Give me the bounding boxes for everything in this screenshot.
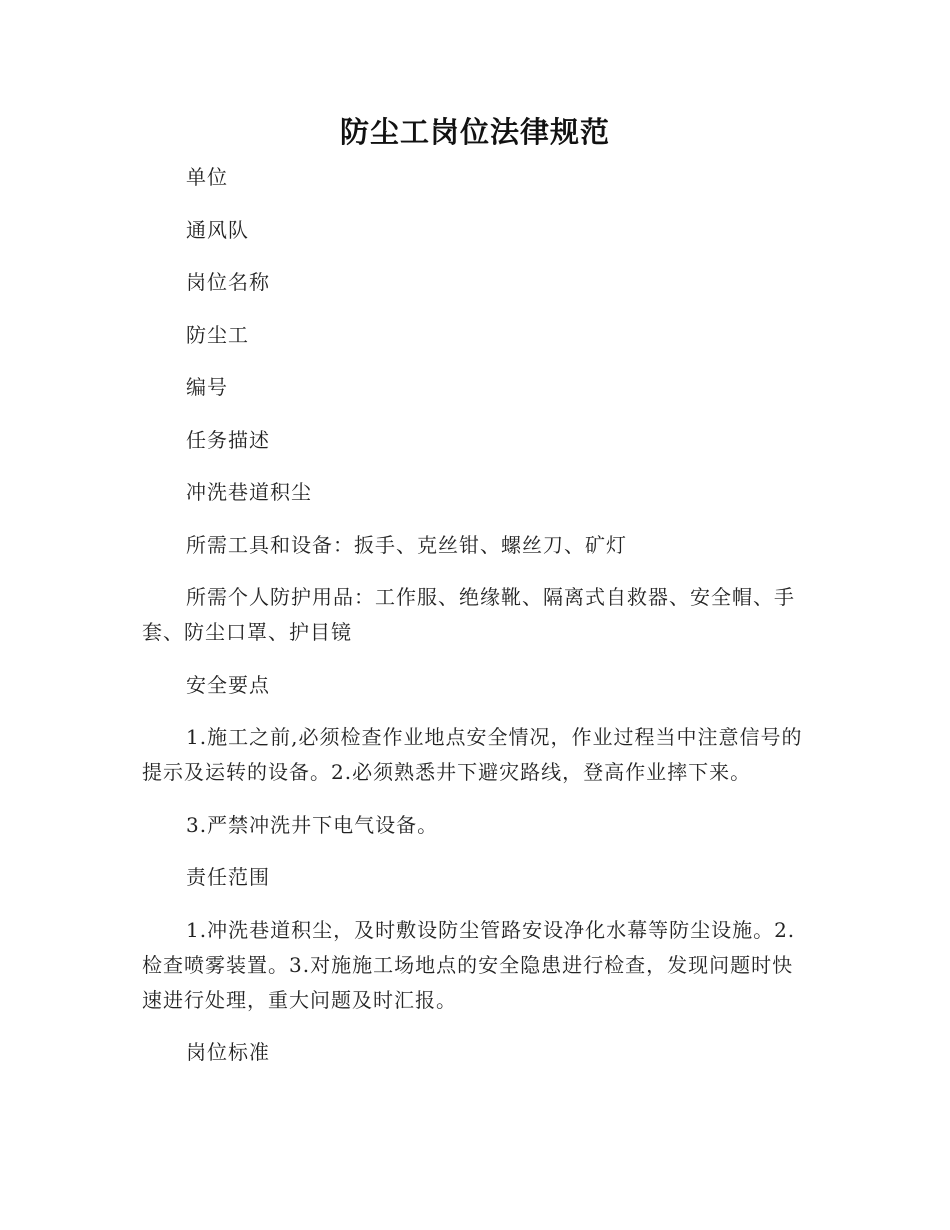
section-heading-position-standard: 岗位标准 <box>186 1040 270 1064</box>
field-label-position-name: 岗位名称 <box>186 270 270 294</box>
safety-points-text: 1.施工之前,必须检查作业地点安全情况，作业过程当中注意信号的提示及运转的设备。2.必须熟悉井下避灾路线，登高作业摔下来。 <box>142 725 803 784</box>
section-heading-responsibility: 责任范围 <box>186 865 270 889</box>
task-description-text: 冲洗巷道积尘 <box>186 480 312 504</box>
required-ppe-text: 所需个人防护用品：工作服、绝缘靴、隔离式自救器、安全帽、手套、防尘口罩、护目镜 <box>142 585 795 644</box>
required-tools-text: 所需工具和设备：扳手、克丝钳、螺丝刀、矿灯 <box>186 532 627 557</box>
section-heading-safety-points: 安全要点 <box>186 672 270 697</box>
field-label-number: 编号 <box>186 375 228 399</box>
field-value-unit: 通风队 <box>186 217 249 242</box>
field-value-position-name: 防尘工 <box>186 322 249 347</box>
responsibility-text: 1.冲洗巷道积尘，及时敷设防尘管路安设净化水幕等防尘设施。2.检查喷雾装置。3.对施施工场地点的安全隐患进行检查，发现问题时快速进行处理，重大问题及时汇报。 <box>142 917 796 1012</box>
safety-points-text-3: 3.严禁冲洗井下电气设备。 <box>186 812 439 837</box>
field-label-unit: 单位 <box>186 165 228 189</box>
document-title: 防尘工岗位法律规范 <box>339 115 610 149</box>
section-heading-task-description: 任务描述 <box>186 427 270 452</box>
